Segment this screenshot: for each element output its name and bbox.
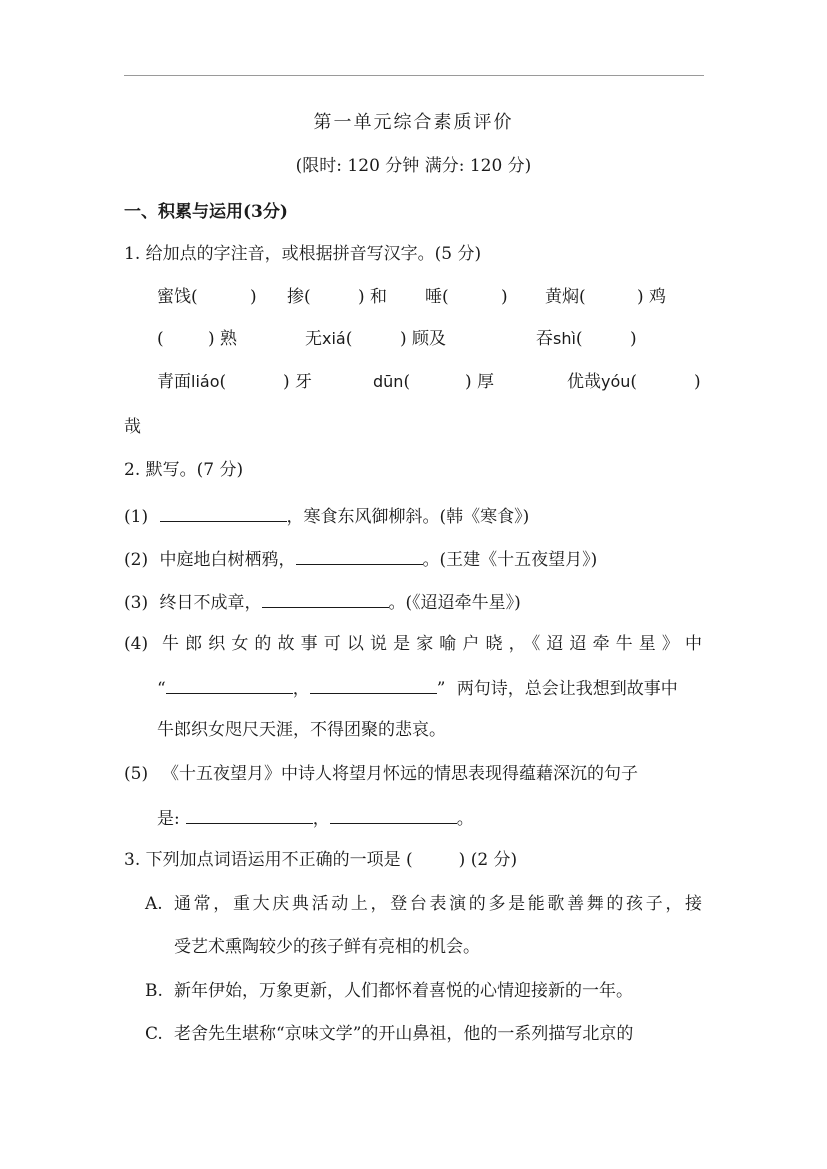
q3-option-a-line2: 受艺术熏陶较少的孩子鲜有亮相的机会。 bbox=[174, 937, 480, 957]
q3-option-c-label: C. bbox=[145, 1024, 163, 1044]
q2-item-4-num: (4) bbox=[124, 634, 149, 654]
q1-stem: 1. 给加点的字注音，或根据拼音写汉字。(5 分) bbox=[124, 244, 482, 264]
q2-item-5-num: (5) bbox=[124, 764, 149, 784]
pinyin-xia: xiá bbox=[322, 329, 346, 348]
q1-word-miqian: 蜜饯( bbox=[157, 287, 198, 307]
q1-word-he: ) 和 bbox=[358, 287, 388, 307]
exam-info: (限时: 120 分钟 满分: 120 分) bbox=[295, 156, 532, 176]
q2-item-3: (3) 终日不成章， 。(《迢迢牵牛星》) bbox=[124, 590, 521, 614]
pinyin-dun: dūn bbox=[373, 372, 404, 391]
header-rule bbox=[124, 75, 704, 76]
q1-paren: ) bbox=[501, 287, 508, 307]
answer-blank[interactable] bbox=[160, 504, 287, 522]
pinyin-shi: shì bbox=[553, 329, 576, 348]
q2-item-4-line1: 牛郎织女的故事可以说是家喻户晓，《迢迢牵牛星》中 bbox=[162, 634, 702, 654]
answer-blank[interactable] bbox=[262, 590, 389, 608]
q3-option-b-label: B. bbox=[145, 981, 163, 1001]
pinyin-liao: liáo bbox=[191, 372, 220, 391]
q2-item-2: (2) 中庭地白树栖鸦， 。(王建《十五夜望月》) bbox=[124, 547, 597, 571]
q1-word-huangmen: 黄焖( bbox=[545, 287, 586, 307]
section-heading: 一、积累与运用(3分) bbox=[124, 202, 288, 222]
answer-blank[interactable] bbox=[186, 806, 313, 824]
q1-word-wuxia: 无xiá( bbox=[305, 329, 353, 349]
q1-word-zai: 哉 bbox=[124, 417, 141, 437]
answer-blank[interactable] bbox=[296, 547, 423, 565]
q1-word-ya: ) 牙 bbox=[283, 372, 313, 392]
q1-word-shu: ) 熟 bbox=[208, 329, 238, 349]
page-title: 第一单元综合素质评价 bbox=[313, 112, 514, 133]
answer-blank[interactable] bbox=[166, 676, 293, 694]
q3-option-a-line1: 通常，重大庆典活动上，登台表演的多是能歌善舞的孩子，接 bbox=[174, 894, 702, 914]
q2-item-4-line3: 牛郎织女咫尺天涯，不得团聚的悲哀。 bbox=[157, 720, 446, 740]
q1-paren: ) bbox=[250, 287, 257, 307]
q3-option-a-label: A. bbox=[145, 894, 163, 914]
q2-item-5-line2: 是: ， 。 bbox=[157, 806, 474, 830]
answer-blank[interactable] bbox=[310, 676, 437, 694]
q1-word-tunshi: 吞shì( bbox=[536, 329, 583, 349]
q1-paren: ) bbox=[694, 372, 701, 392]
q3-stem: 3. 下列加点词语运用不正确的一项是 ( ) (2 分) bbox=[124, 850, 518, 870]
q2-item-5-line1: 《十五夜望月》中诗人将望月怀远的情思表现得蕴藉深沉的句子 bbox=[162, 764, 638, 784]
q1-word-hou: ) 厚 bbox=[465, 372, 495, 392]
q3-option-b-line1: 新年伊始，万象更新，人们都怀着喜悦的心情迎接新的一年。 bbox=[174, 981, 633, 1001]
q1-word-tuo: 唾( bbox=[425, 287, 449, 307]
q1-word-chan: 掺( bbox=[287, 287, 311, 307]
q2-item-4-line2: “ ， ” 两句诗，总会让我想到故事中 bbox=[157, 676, 678, 700]
q1-word-ji: ) 鸡 bbox=[637, 287, 667, 307]
answer-blank[interactable] bbox=[330, 806, 457, 824]
q1-word-qingmian: 青面liáo( bbox=[157, 372, 227, 392]
q1-word-dun: dūn( bbox=[373, 372, 411, 392]
q3-option-c-line1: 老舍先生堪称“京味文学”的开山鼻祖，他的一系列描写北京的 bbox=[174, 1024, 634, 1044]
q2-item-1: (1) ，寒食东风御柳斜。(韩《寒食》) bbox=[124, 504, 529, 528]
q1-paren: ) bbox=[630, 329, 637, 349]
q1-paren: ( bbox=[157, 329, 164, 349]
pinyin-you: yóu bbox=[601, 372, 631, 391]
q1-word-youzai: 优哉yóu( bbox=[567, 372, 638, 392]
q2-stem: 2. 默写。(7 分) bbox=[124, 460, 244, 480]
q1-word-guji: ) 顾及 bbox=[400, 329, 447, 349]
